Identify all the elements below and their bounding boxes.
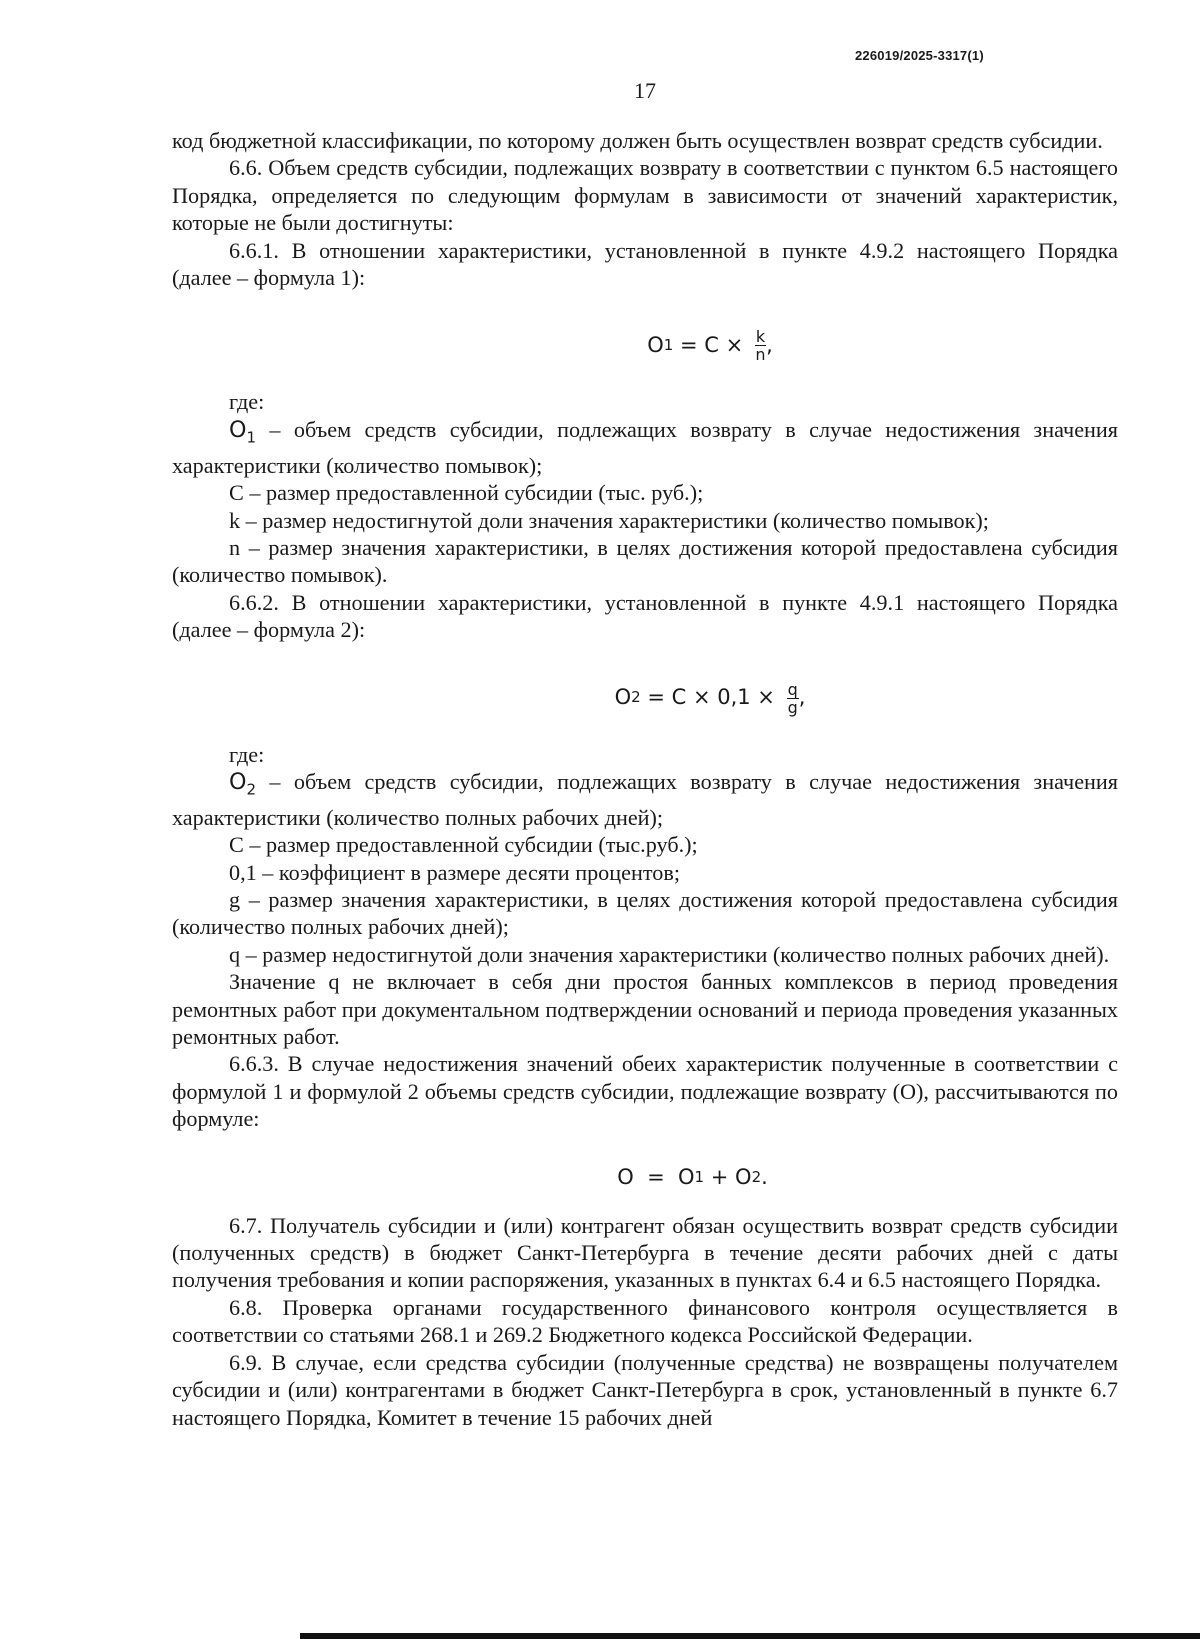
q-note: Значение q не включает в себя дни простоя банных комплексов в период проведения ремонтных работ при документальном подтверждении оснований и периода проведения указанных ремонтных работ. — [172, 969, 1118, 1050]
formula-3 — [172, 1144, 1118, 1212]
formula-1-fraction — [755, 328, 766, 363]
paragraph-6-6-1: 6.6.1. В отношении характеристики, установленной в пункте 4.9.2 настоящего Порядка (далее – формула 1): — [172, 237, 1118, 291]
definition-c1: С – размер предоставленной субсидии (тыс. руб.); — [229, 480, 704, 506]
definition-o2-text: – объем средств субсидии, подлежащих возврату в случае недостижения значения характеристики (количество полных рабочих дней); — [172, 768, 1118, 830]
formula-1-numerator: k — [755, 327, 766, 347]
var-o2: O — [229, 768, 247, 795]
formula-2 — [172, 656, 1118, 741]
definition-c2: С – размер предоставленной субсидии (тыс.руб.); — [229, 832, 698, 858]
formula-3-lhs: O = O — [617, 1164, 695, 1189]
paragraph-continuation: код бюджетной классификации, по которому должен быть осуществлен возврат средств субсидии. — [172, 128, 1103, 153]
document-id: 226019/2025-3317(1) — [855, 48, 984, 63]
formula-2-fraction — [787, 681, 799, 716]
formula-1 — [172, 303, 1118, 388]
var-o1-sub: 1 — [246, 428, 257, 447]
definition-o1 — [172, 416, 1118, 479]
definition-o2 — [172, 768, 1118, 831]
paragraph-6-7: 6.7. Получатель субсидии и (или) контрагент обязан осуществить возврат средств субсидии (полученных средств) в бюджет Санкт-Петербурга в течение десяти рабочих дней с даты получения требования и копии распоряжения, указанных в пунктах 6.4 и 6.5 настоящего Порядка. — [172, 1212, 1118, 1293]
scan-edge-line — [300, 1633, 1200, 1639]
paragraph-6-6: 6.6. Объем средств субсидии, подлежащих возврату в соответствии с пунктом 6.5 настоящего Порядка, определяется по следующим формулам в зависимости от значений характеристик, которые не были достигнуты: — [172, 155, 1118, 236]
formula-3-mid: + O — [704, 1164, 752, 1189]
definition-k: k – размер недостигнутой доли значения характеристики (количество помывок); — [229, 507, 989, 533]
var-o1: O — [229, 416, 247, 443]
definition-g: g – размер значения характеристики, в целях достижения которой предоставлена субсидия (количество полных рабочих дней); — [172, 887, 1118, 940]
formula-3-sub1: 1 — [694, 1167, 705, 1186]
paragraph-6-6-3: 6.6.3. В случае недостижения значений обеих характеристик полученные в соответствии с формулой 1 и формулой 2 объемы средств субсидии, подлежащие возврату (О), рассчитываются по формуле: — [172, 1051, 1118, 1132]
formula-1-denominator: n — [755, 345, 766, 365]
definition-n: n – размер значения характеристики, в целях достижения которой предоставлена субсидия (количество помывок). — [172, 534, 1118, 588]
where-label-1: где: — [229, 389, 265, 415]
formula-3-tail: . — [761, 1164, 768, 1189]
where-label-2: где: — [229, 741, 265, 767]
paragraph-6-6-2: 6.6.2. В отношении характеристики, установленной в пункте 4.9.1 настоящего Порядка (далее – формула 2): — [172, 589, 1118, 643]
paragraph-6-9: 6.9. В случае, если средства субсидии (полученные средства) не возвращены получателем субсидии и (или) контрагентами в бюджет Санкт-Петербурга в срок, установленный в пункте 6.7 настоящего Порядка, Комитет в течение 15 рабочих дней — [172, 1349, 1118, 1430]
formula-3-sub2: 2 — [751, 1167, 762, 1186]
formula-2-tail: , — [798, 685, 806, 710]
var-o2-sub: 2 — [246, 780, 257, 799]
formula-2-numerator: q — [787, 679, 798, 699]
definition-coefficient: 0,1 – коэффициент в размере десяти процентов; — [229, 859, 680, 885]
paragraph-6-8: 6.8. Проверка органами государственного финансового контроля осуществляется в соответствии со статьями 268.1 и 269.2 Бюджетного кодекса Российской Федерации. — [172, 1294, 1118, 1348]
formula-1-lhs: O — [647, 333, 664, 358]
formula-2-rhs: = C × 0,1 × — [640, 685, 782, 710]
definition-q: q – размер недостигнутой доли значения характеристики (количество полных рабочих дней). — [229, 941, 1110, 967]
definition-o1-text: – объем средств субсидии, подлежащих возврату в случае недостижения значения характеристики (количество помывок); — [172, 416, 1118, 478]
page-number: 17 — [634, 78, 656, 103]
formula-1-lhs-sub: 1 — [663, 336, 674, 355]
formula-2-denominator: g — [787, 697, 798, 717]
formula-1-rhs: = C × — [673, 333, 750, 358]
formula-1-tail: , — [766, 333, 773, 358]
formula-2-lhs: O — [614, 685, 632, 710]
document-body — [172, 127, 1118, 1431]
formula-2-lhs-sub: 2 — [631, 688, 641, 707]
